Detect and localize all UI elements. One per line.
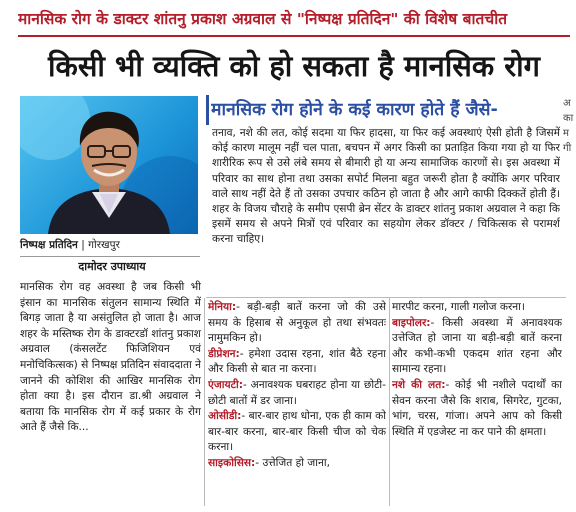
entry-ocd: [208, 409, 386, 456]
column-divider-2: [389, 298, 390, 506]
term-label: मेनिया:: [208, 301, 237, 313]
entry-addiction: [392, 378, 562, 440]
term-text: - बड़ी-बड़ी बातें करना जो की उसे समय के हिसाब से अनुकूल हो तथा संभवतः नामुमकिन हो।: [208, 301, 386, 345]
kicker-headline: मानसिक रोग के डाक्टर शांतनु प्रकाश अग्रवाल से "निष्पक्ष प्रतिदिन" की विशेष बातचीत: [18, 10, 508, 28]
credit-place: गोरखपुर: [88, 239, 120, 251]
term-label: नशे की लत:: [392, 378, 446, 391]
term-text: - हमेशा उदास रहना, शांत बैठे रहना और किसी से बात ना करना।: [208, 347, 386, 376]
left-divider: [20, 256, 200, 257]
doctor-portrait-photo: [20, 96, 198, 234]
credit-source: निष्पक्ष प्रतिदिन: [20, 239, 78, 251]
section-divider: [206, 297, 566, 298]
adjacent-column-fragment: अ का म गी: [563, 98, 574, 154]
credit-separator: |: [77, 239, 89, 251]
term-label: बाइपोलर:: [392, 316, 431, 329]
term-text: - बार-बार हाथ धोना, एक ही काम को बार-बार करना, बार-बार किसी चीज को चेक करना।: [208, 410, 386, 454]
entry-psychosis: [208, 456, 386, 472]
pullquote: मानसिक रोग होने के कई कारण होते हैं जैसे-: [211, 100, 498, 120]
kicker-rule: [18, 35, 570, 37]
main-headline: किसी भी व्यक्ति को हो सकता है मानसिक रोग: [48, 49, 540, 83]
article-column-1: मानसिक रोग वह अवस्था है जब किसी भी इंसान का मानसिक संतुलन सामान्य स्थिति में बिगड़ जाता है या असंतुलित हो जाता है। आज शहर के मस्तिष्क रोग के डाक्टरडॉ शांतनु प्रकाश अग्रवाल (कंसलटेंट फिजिशियन एवं मनोचिकित्सक) से निष्पक्ष प्रतिदिन संवाददाता ने जानने की कोशिश की आखिर मानसिक रोग होता क्या है। इस दौरान डा.श्री अग्रवाल ने बताया कि मानसिक रोग में कई प्रकार के रोग आते हैं जैसे कि...: [20, 281, 201, 434]
entry-bipolar: [392, 316, 562, 378]
term-text: - कोई भी नशीले पदार्थों का सेवन करना जैसे कि शराब, सिगरेट, गुटका, भांग, चरस, गांजा। अपने आप को किसी स्थिति में एडजेस्ट ना कर पाने की क्षमता।: [392, 378, 562, 438]
byline: दामोदर उपाध्याय: [78, 260, 146, 273]
entry-depression: [208, 347, 386, 378]
term-label: एंजायटी:: [208, 378, 243, 391]
term-text: - उत्तेजित हो जाना,: [255, 456, 330, 469]
entry-mania: [208, 300, 386, 347]
term-label: डीप्रेशन:: [208, 347, 240, 360]
column-divider-1: [204, 298, 205, 506]
term-text: - अनावश्यक घबराहट होना या छोटी-छोटी बातों में डर जाना।: [208, 378, 386, 407]
article-column-3: [392, 300, 562, 504]
portrait-illustration: [20, 96, 198, 234]
article-column-2: [208, 300, 386, 504]
column3-lead: मारपीट करना, गाली गलोज करना।: [392, 301, 525, 313]
intro-paragraph: तनाव, नशे की लत, कोई सदमा या फिर हादसा, या फिर कई अवस्थाएं ऐसी होती है जिसमें कोई कारण मालूम नहीं चल पाता, बचपन में अगर किसी का प्रताड़ित किया गया हो या फिर शारीरिक रूप से उसे लंबे समय से बीमारी हो या अन्य सामाजिक कारणों से। इस अवस्था में परिवार का साथ होना तथा उसका सपोर्ट मिलना बहुत जरूरी होता है क्योंकि अगर परिवार वाले साथ नहीं देते हैं तो उसका उपचार कठिन हो जाता है और आगे काफी दिक्कतें होती हैं। शहर के विजय चौराहे के समीप एसपी ब्रेन सेंटर के डाक्टर शांतनु प्रकाश अग्रवाल ने कहा कि इसमें समय से अपने मित्रों एवं परिवार का सहयोग लेकर डॉक्टर / चिकित्सक से परामर्श करना चाहिए।: [212, 127, 560, 246]
term-label: साइकोसिस:: [208, 456, 256, 469]
term-text: - किसी अवस्था में अनावश्यक उत्तेजित हो जाना या बड़ी-बड़ी बातें करना और कभी-कभी एकदम शांत रहना और सामान्य रहना।: [392, 316, 562, 376]
photo-credit: [20, 236, 200, 254]
term-label: ओसीडी:: [208, 410, 242, 423]
entry-anxiety: [208, 378, 386, 409]
